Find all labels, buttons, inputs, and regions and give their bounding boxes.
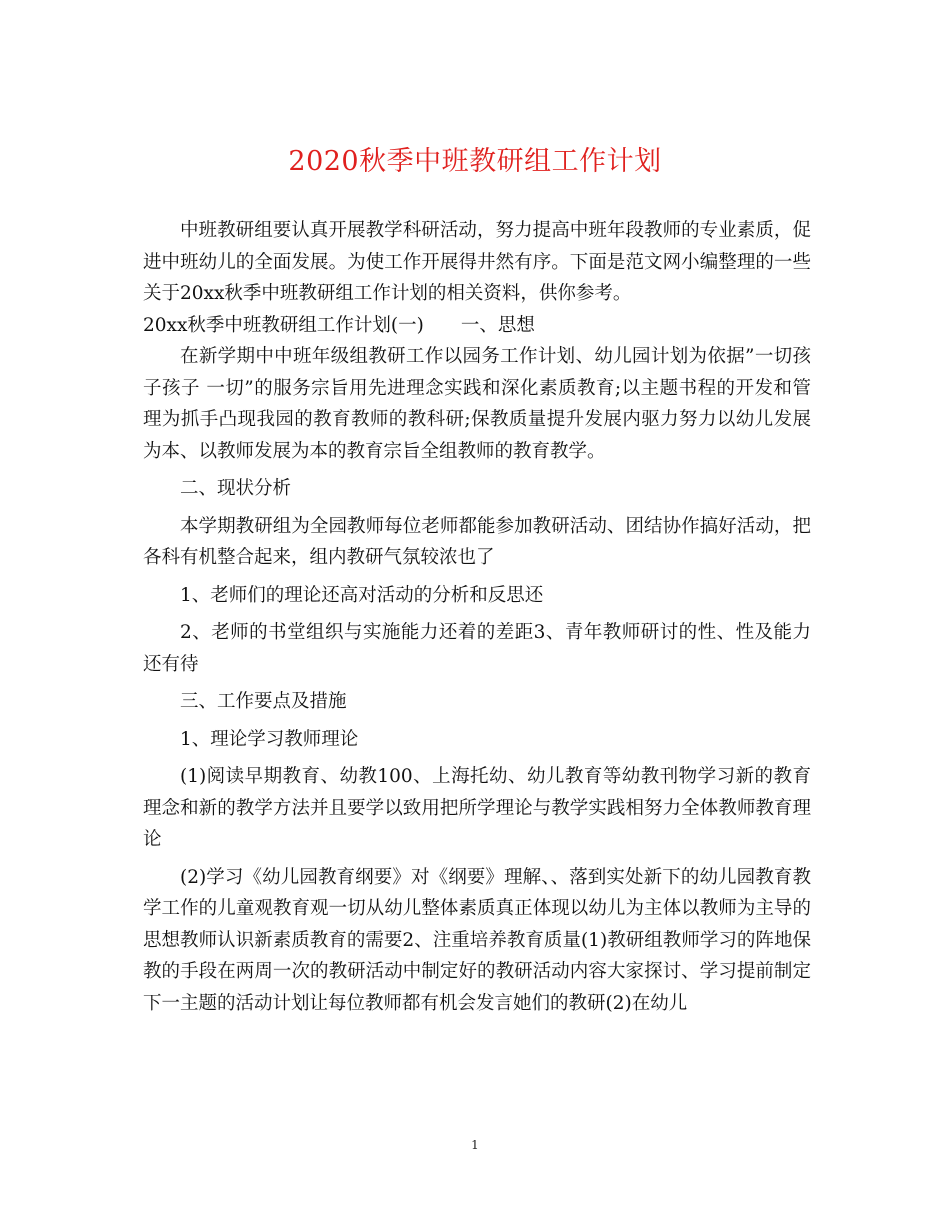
page-number: 1: [471, 1138, 479, 1152]
document-title: 2020秋季中班教研组工作计划: [288, 146, 662, 177]
theory-item-2: (2)学习《幼儿园教育纲要》对《纲要》理解、、落到实处新下的幼儿园教育教学工作的儿童观教育观一切从幼儿整体素质真正体现以幼儿为主体以教师为主导的思想教师认识新素质教育的需要2、注重培养教育质量(1)教研组教师学习的阵地保教的手段在两周一次的教研活动中制定好的教研活动内容大家探讨、学习提前制定下一主题的活动计划让每位教师都有机会发言她们的教研(2)在幼儿: [143, 866, 811, 1014]
measures-subheading-theory: 1、理论学习教师理论: [180, 728, 359, 750]
section-heading-measures: 三、工作要点及措施: [180, 691, 347, 712]
theory-item-1: (1)阅读早期教育、幼教100、上海托幼、幼儿教育等幼教刊物学习新的教育理念和新的教学方法并且要学以致用把所学理论与教学实践相努力全体教师教育理论: [143, 766, 811, 850]
intro-paragraph: 中班教研组要认真开展教学科研活动，努力提高中班年段教师的专业素质，促进中班幼儿的全面发展。为使工作开展得井然有序。下面是范文网小编整理的一些关于20xx秋季中班教研组工作计划的相关资料，供你参考。: [143, 220, 811, 304]
document-body: [143, 215, 811, 1019]
status-item-2: 2、老师的书堂组织与实施能力还着的差距3、青年教师研讨的性、性及能力还有待: [143, 622, 811, 675]
status-item-1: 1、老师们的理论还高对活动的分析和反思还: [180, 584, 544, 606]
section-heading-status: 二、现状分析: [180, 478, 292, 499]
status-paragraph: 本学期教研组为全园教师每位老师都能参加教研活动、团结协作搞好活动，把各科有机整合起来，组内教研气氛较浓也了: [143, 515, 811, 568]
section-heading-plan-one: 20xx秋季中班教研组工作计划(一) 一、思想: [143, 314, 535, 336]
thought-paragraph: 在新学期中中班年级组教研工作以园务工作计划、幼儿园计划为依据”一切孩子孩子 一切”的服务宗旨用先进理念实践和深化素质教育;以主题书程的开发和管理为抓手凸现我园的教育教师的教科研;保教质量提升发展内驱力努力以幼儿发展为本、以教师发展为本的教育宗旨全组教师的教育教学。: [143, 346, 811, 462]
